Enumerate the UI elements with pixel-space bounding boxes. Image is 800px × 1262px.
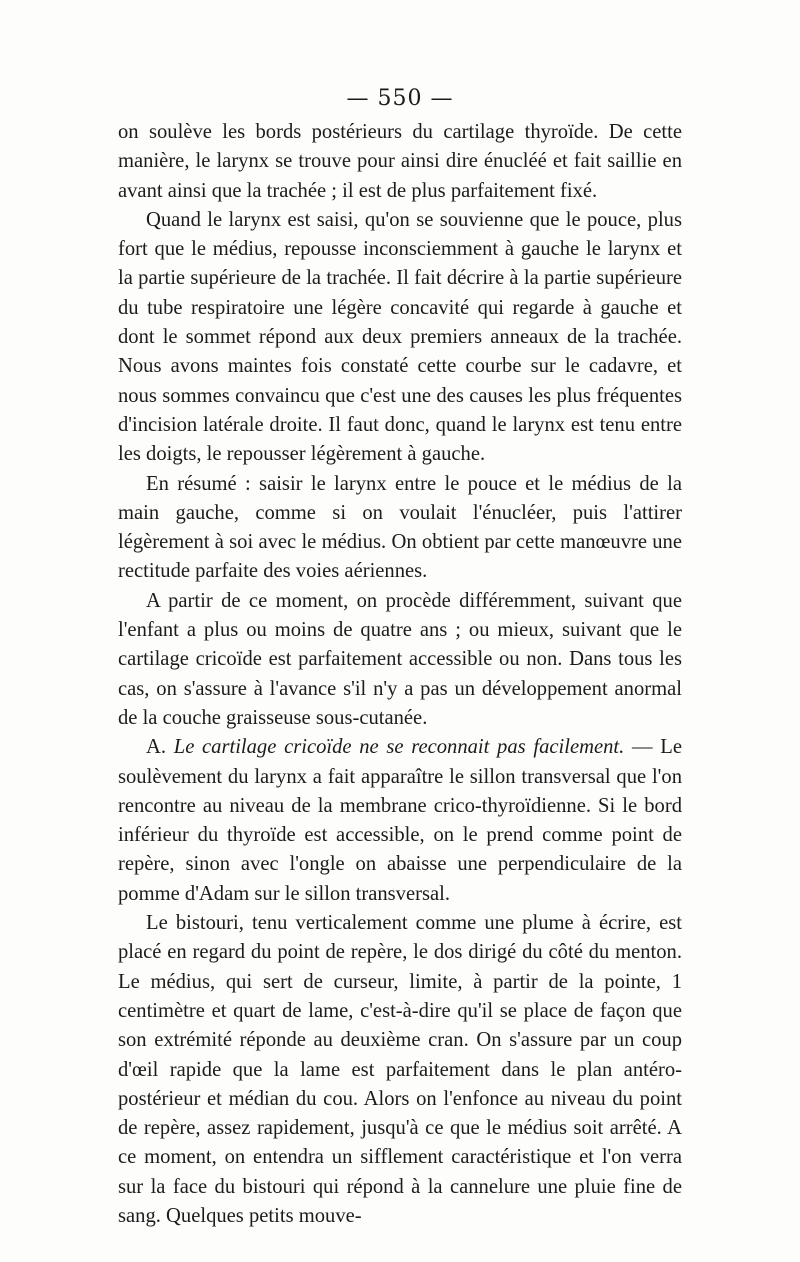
section-letter: A.	[146, 736, 167, 759]
body-text	[118, 118, 682, 1231]
page-number: — 550 —	[346, 86, 454, 111]
paragraph-1: on soulève les bords postérieurs du cartilage thyroïde. De cette manière, le larynx se trouve pour ainsi dire énucléé et fait saillie en avant ainsi que la trachée ; il est de plus parfaitement fixé.	[118, 121, 682, 202]
paragraph-2: Quand le larynx est saisi, qu'on se souvienne que le pouce, plus fort que le médius, repousse inconsciemment à gauche le larynx et la partie supérieure de la trachée. Il fait décrire à la partie supérieure du tube respiratoire une légère concavité qui regarde à gauche et dont le sommet répond aux deux premiers anneaux de la trachée. Nous avons maintes fois constaté cette courbe sur le cadavre, et nous sommes convaincu que c'est une des causes les plus fréquentes d'incision latérale droite. Il faut donc, quand le larynx est tenu entre les doigts, le repousser légèrement à gauche.	[118, 208, 682, 466]
section-heading: Le cartilage cricoïde ne se reconnait pas facilement.	[173, 736, 625, 759]
paragraph-5	[118, 733, 682, 909]
paragraph-5-text: — Le soulèvement du larynx a fait apparaître le sillon transversal que l'on rencontre au niveau de la membrane crico-thyroïdienne. Si le bord inférieur du thyroïde est accessible, on le prend comme point de repère, sinon avec l'ongle on abaisse une perpendiculaire de la pomme d'Adam sur le sillon transversal.	[118, 736, 682, 905]
paragraph-3: En résumé : saisir le larynx entre le pouce et le médius de la main gauche, comme si on voulait l'énucléer, puis l'attirer légèrement à soi avec le médius. On obtient par cette manœuvre une rectitude parfaite des voies aériennes.	[118, 472, 682, 583]
paragraph-6: Le bistouri, tenu verticalement comme une plume à écrire, est placé en regard du point de repère, le dos dirigé du côté du menton. Le médius, qui sert de curseur, limite, à partir de la pointe, 1 centimètre et quart de lame, c'est-à-dire qu'il se place de façon que son extrémité réponde au deuxième cran. On s'assure par un coup d'œil rapide que la lame est parfaitement dans le plan antéro-postérieur et médian du cou. Alors on l'enfonce au niveau du point de repère, assez rapidement, jusqu'à ce que le médius soit arrêté. A ce moment, on entendra un sifflement caractéristique et l'on verra sur la face du bistouri qui répond à la cannelure une pluie fine de sang. Quelques petits mouve-	[118, 912, 682, 1227]
paragraph-4: A partir de ce moment, on procède différemment, suivant que l'enfant a plus ou moins de quatre ans ; ou mieux, suivant que le cartilage cricoïde est parfaitement accessible ou non. Dans tous les cas, on s'assure à l'avance s'il n'y a pas un développement anormal de la couche graisseuse sous-cutanée.	[118, 589, 682, 729]
